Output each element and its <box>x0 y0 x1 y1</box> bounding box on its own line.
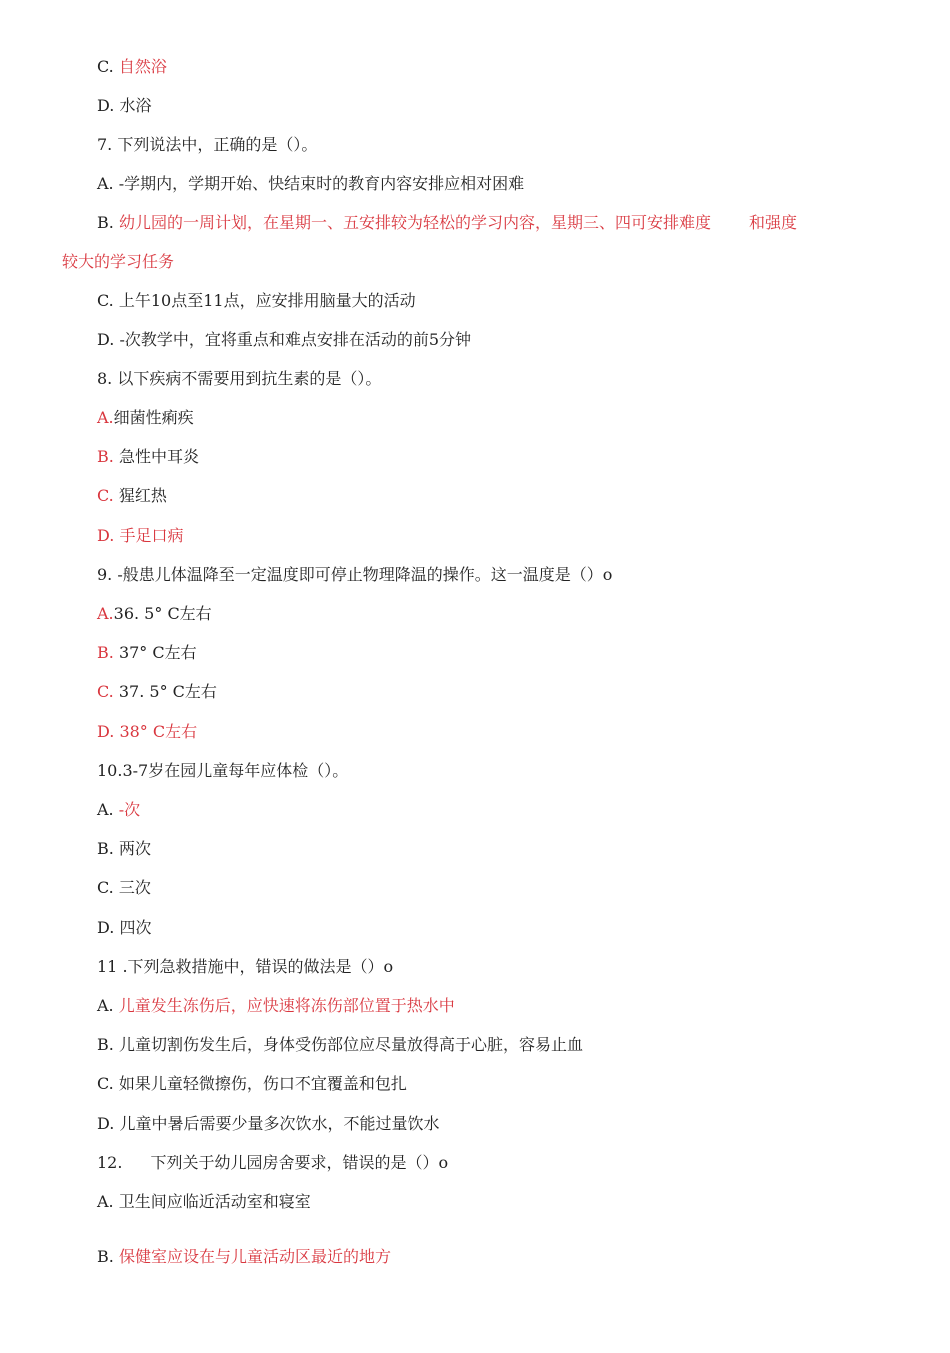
option-text: 三次 <box>118 878 151 897</box>
option-label: D. <box>97 96 115 115</box>
option-label: A. <box>97 604 114 623</box>
option-d-line <box>97 712 890 751</box>
option-label: A. <box>97 800 114 819</box>
question-text: .下列急救措施中，错误的做法是（）o <box>122 957 394 976</box>
question-text: 下列关于幼儿园房舍要求，错误的是（）o <box>150 1153 449 1172</box>
option-b-line <box>97 437 890 476</box>
option-label: C. <box>97 878 114 897</box>
question-11 <box>97 947 890 986</box>
question-text: 3-7岁在园儿童每年应体检（）。 <box>122 761 349 780</box>
question-text: 以下疾病不需要用到抗生素的是（）。 <box>117 369 382 388</box>
question-number: 7. <box>97 135 113 154</box>
option-text: 上午10点至11点，应安排用脑量大的活动 <box>118 291 416 310</box>
option-text: -学期内，学期开始、快结束时的教育内容安排应相对困难 <box>118 174 525 193</box>
option-text: 儿童中暑后需要少量多次饮水，不能过量饮水 <box>119 1114 440 1133</box>
option-d-line <box>97 86 890 125</box>
option-text: -次教学中，宜将重点和难点安排在活动的前5分钟 <box>119 330 472 349</box>
option-a-line <box>97 986 890 1025</box>
question-8 <box>97 359 890 398</box>
option-label: A. <box>97 408 114 427</box>
option-text: 细菌性痢疾 <box>113 408 194 427</box>
option-d-line <box>97 1104 890 1143</box>
option-label: D. <box>97 526 115 545</box>
option-text: 急性中耳炎 <box>118 447 199 466</box>
option-label: B. <box>97 839 114 858</box>
option-d-line <box>97 908 890 947</box>
option-a-line <box>97 594 890 633</box>
option-text: 自然浴 <box>118 57 167 76</box>
question-text: 下列说法中，正确的是（）。 <box>117 135 318 154</box>
question-number: 9. <box>97 565 113 584</box>
option-label: C. <box>97 486 114 505</box>
question-7 <box>97 125 890 164</box>
option-text: 36. 5° C左右 <box>113 604 212 623</box>
option-text: 37° C左右 <box>118 643 197 662</box>
option-label: C. <box>97 57 114 76</box>
option-text: 保健室应设在与儿童活动区最近的地方 <box>118 1247 391 1266</box>
option-text-continued: 和强度 <box>748 213 797 232</box>
option-label: B. <box>97 1247 114 1266</box>
option-c-line <box>97 47 890 86</box>
question-9 <box>97 555 890 594</box>
option-b-line-wrap <box>62 242 890 281</box>
option-label: D. <box>97 918 115 937</box>
option-c-line <box>97 1064 890 1103</box>
option-c-line <box>97 672 890 711</box>
option-text: 儿童发生冻伤后，应快速将冻伤部位置于热水中 <box>118 996 455 1015</box>
question-number: 8. <box>97 369 113 388</box>
option-text: 水浴 <box>119 96 152 115</box>
option-text: 两次 <box>118 839 151 858</box>
question-text: -般患儿体温降至一定温度即可停止物理降温的操作。这一温度是（）o <box>117 565 613 584</box>
option-label: A. <box>97 1192 114 1211</box>
question-number: 12. <box>97 1153 123 1172</box>
option-b-line <box>97 1237 890 1276</box>
option-label: B. <box>97 213 114 232</box>
option-text: 猩红热 <box>118 486 167 505</box>
option-label: A. <box>97 174 114 193</box>
option-text-wrap: 较大的学习任务 <box>62 252 175 271</box>
option-text: 37. 5° C左右 <box>118 682 217 701</box>
option-b-line <box>97 633 890 672</box>
option-text: 卫生间应临近活动室和寝室 <box>118 1192 311 1211</box>
option-c-line <box>97 476 890 515</box>
option-text: 儿童切割伤发生后，身体受伤部位应尽量放得高于心脏，容易止血 <box>118 1035 583 1054</box>
question-number: 11 <box>97 957 118 976</box>
option-c-line <box>97 281 890 320</box>
option-a-line <box>97 398 890 437</box>
option-label: A. <box>97 996 114 1015</box>
option-text: 如果儿童轻微擦伤，伤口不宜覆盖和包扎 <box>118 1074 407 1093</box>
option-label: C. <box>97 682 114 701</box>
option-label: B. <box>97 447 114 466</box>
option-d-line <box>97 516 890 555</box>
option-label: D. <box>97 722 115 741</box>
option-a-line <box>97 1182 890 1221</box>
option-c-line <box>97 868 890 907</box>
option-a-line <box>97 790 890 829</box>
question-10 <box>97 751 890 790</box>
option-text: 幼儿园的一周计划，在星期一、五安排较为轻松的学习内容，星期三、四可安排难度 <box>118 213 711 232</box>
option-b-line <box>97 1025 890 1064</box>
option-label: C. <box>97 291 114 310</box>
option-label: D. <box>97 1114 115 1133</box>
question-12 <box>97 1143 890 1182</box>
option-label: B. <box>97 1035 114 1054</box>
option-d-line <box>97 320 890 359</box>
question-number: 10. <box>97 761 123 780</box>
option-b-line <box>97 203 890 242</box>
option-a-line <box>97 164 890 203</box>
option-text: 手足口病 <box>119 526 184 545</box>
option-label: B. <box>97 643 114 662</box>
option-text: 38° C左右 <box>119 722 198 741</box>
option-label: C. <box>97 1074 114 1093</box>
option-text: 四次 <box>119 918 152 937</box>
option-label: D. <box>97 330 115 349</box>
option-b-line <box>97 829 890 868</box>
option-text: -次 <box>118 800 141 819</box>
